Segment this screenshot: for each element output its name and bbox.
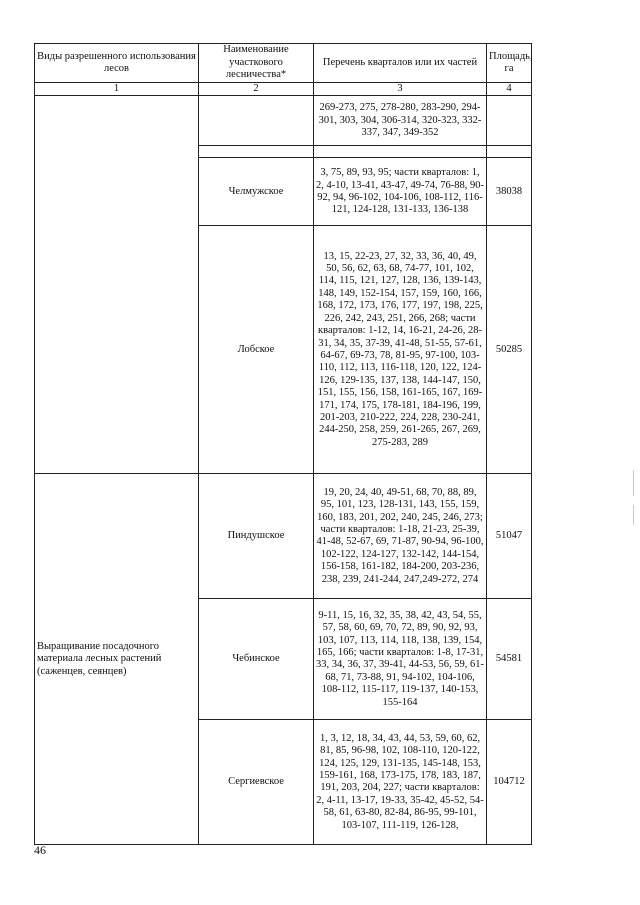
table-row [35,96,532,146]
scan-edge-mark [633,470,634,496]
header-area: Площадь, га [487,44,532,83]
forest-use-table [34,43,532,845]
area-value: 54581 [487,599,532,720]
area-value: 104712 [487,720,532,845]
column-number: 4 [487,83,532,96]
header-forestry-name: Наименование участкового лесничества* [199,44,314,83]
forestry-cell-empty [199,96,314,146]
forestry-name: Сергиевское [199,720,314,845]
quarters-cell: 3, 75, 89, 93, 95; части кварталов: 1, 2, 4-10, 13-41, 43-47, 49-74, 76-88, 90-92, 94, 96-102, 104-106, 108-112, 116-121, 124-128, 131-133, 136-138 [314,158,487,226]
forestry-name: Пиндушское [199,474,314,599]
quarters-cell: 1, 3, 12, 18, 34, 43, 44, 53, 59, 60, 62, 81, 85, 96-98, 102, 108-110, 120-122, 124, 125, 129, 131-135, 145-148, 153, 159-161, 168, 173-175, 178, 183, 187, 191, 203, 204, 227; части кварталов: 2, 4-11, 13-17, 19-33, 35-42, 45-52, 54-58, 61, 63-80, 82-84, 86-95, 99-101, 103-107, 111-119, 126-128, [314,720,487,845]
quarters-cell: 9-11, 15, 16, 32, 35, 38, 42, 43, 54, 55, 57, 58, 60, 69, 70, 72, 89, 90, 92, 93, 103, 107, 113, 114, 118, 138, 139, 154, 165, 166; части кварталов: 1-8, 17-31, 33, 34, 36, 37, 39-41, 44-53, 56, 59, 61-68, 71, 73-88, 91, 94-102, 104-106, 108-112, 115-117, 119-137, 140-153, 155-164 [314,599,487,720]
page-number: 46 [34,843,46,857]
forestry-name: Лобское [199,226,314,474]
forestry-name: Чебинское [199,599,314,720]
column-number: 1 [35,83,199,96]
area-value: 51047 [487,474,532,599]
header-use-type: Виды разрешенного использования лесов [35,44,199,83]
column-number: 3 [314,83,487,96]
area-value: 50285 [487,226,532,474]
header-quarters-list: Перечень кварталов или их частей [314,44,487,83]
table-row [35,474,532,599]
table-header-row [35,44,532,83]
use-type-label: Выращивание посадочного материала лесных растений (саженцев, сеянцев) [35,474,199,845]
column-number-row [35,83,532,96]
use-type-cell-empty [35,96,199,474]
forestry-name: Челмужское [199,158,314,226]
area-cell-empty [487,96,532,146]
quarters-cell: 13, 15, 22-23, 27, 32, 33, 36, 40, 49, 50, 56, 62, 63, 68, 74-77, 101, 102, 114, 115, 121, 127, 128, 136, 139-143, 148, 149, 152-154, 157, 159, 160, 166, 168, 172, 173, 176, 177, 197, 198, 225, 226, 242, 243, 251, 266, 268; части кварталов: 1-12, 14, 16-21, 24-26, 28-31, 34, 35, 37-39, 41-48, 51-55, 57-61, 64-67, 69-73, 78, 81-95, 97-100, 103-110, 112, 113, 116-118, 120, 122, 124-126, 129-135, 137, 138, 144-147, 150, 151, 155, 156, 158, 161-165, 167, 169-171, 174, 175, 178-181, 184-196, 199, 201-203, 210-222, 224, 228, 230-241, 244-250, 258, 259, 261-265, 267, 269, 275-283, 289 [314,226,487,474]
scan-edge-mark [633,505,634,525]
quarters-cell: 19, 20, 24, 40, 49-51, 68, 70, 88, 89, 95, 101, 123, 128-131, 143, 155, 159, 160, 183, 201, 202, 240, 245, 246, 273; части кварталов: 1-18, 21-23, 25-39, 41-48, 52-67, 69, 71-87, 90-94, 96-100, 102-122, 124-127, 132-142, 144-154, 156-158, 161-182, 184-200, 203-236, 238, 239, 241-244, 247,249-272, 274 [314,474,487,599]
column-number: 2 [199,83,314,96]
quarters-cell: 269-273, 275, 278-280, 283-290, 294-301, 303, 304, 306-314, 320-323, 332-337, 347, 349-352 [314,96,487,146]
area-value: 38038 [487,158,532,226]
